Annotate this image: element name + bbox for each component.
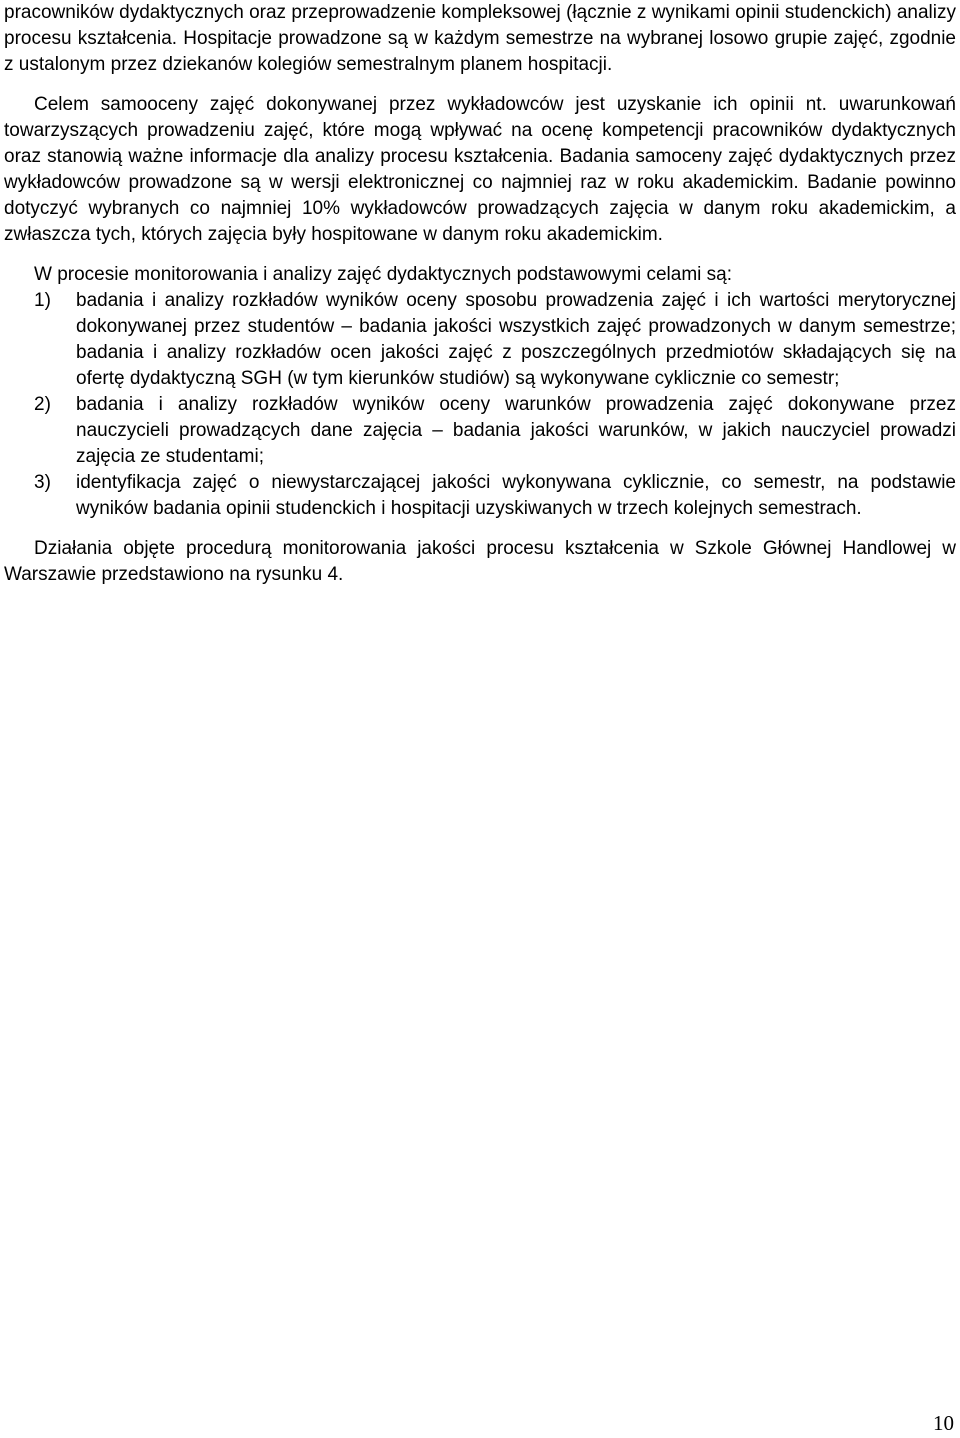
paragraph-monitoring-intro: W procesie monitorowania i analizy zajęć dydaktycznych podstawowymi celami są: [34,264,733,285]
goals-list [4,288,956,522]
list-item [34,392,956,470]
list-item-number: 2) [34,394,51,415]
list-item-number: 3) [34,472,51,493]
list-item-number: 1) [34,290,51,311]
paragraph-closing: Działania objęte procedurą monitorowania jakości procesu kształcenia w Szkole Głównej Handlowej w Warszawie przedstawiono na rysunku 4. [4,538,956,585]
page-number: 10 [933,1411,954,1435]
document-page [4,0,956,588]
list-item-text: badania i analizy rozkładów wyników oceny sposobu prowadzenia zajęć i ich wartości merytorycznej dokonywanej przez studentów – badania jakości wszystkich zajęć prowadzonych w danym semestrze; badania i analizy rozkładów ocen jakości zajęć z poszczególnych przedmiotów składających się na ofertę dydaktyczną SGH (w tym kierunków studiów) są wykonywane cyklicznie co semestr; [76,290,956,389]
list-item [34,470,956,522]
list-item-text: badania i analizy rozkładów wyników oceny warunków prowadzenia zajęć dokonywane przez nauczycieli prowadzących dane zajęcia – badania jakości warunków, w jakich nauczyciel prowadzi zajęcia ze studentami; [76,394,956,467]
paragraph-samoocena: Celem samooceny zajęć dokonywanej przez wykładowców jest uzyskanie ich opinii nt. uwarunkowań towarzyszących prowadzeniu zajęć, które mogą wpływać na ocenę kompetencji pracowników dydaktycznych oraz stanowią ważne informacje dla analizy procesu kształcenia. Badania samoceny zajęć dydaktycznych przez wykładowców prowadzone są w wersji elektronicznej co najmniej raz w roku akademickim. Badanie powinno dotyczyć wybranych co najmniej 10% wykładowców prowadzących zajęcia w danym roku akademickim, a zwłaszcza tych, których zajęcia były hospitowane w danym roku akademickim. [4,94,956,245]
list-item [34,288,956,392]
paragraph-hospitacje: pracowników dydaktycznych oraz przeprowadzenie kompleksowej (łącznie z wynikami opinii studenckich) analizy procesu kształcenia. Hospitacje prowadzone są w każdym semestrze na wybranej losowo grupie zajęć, zgodnie z ustalonym przez dziekanów kolegiów semestralnym planem hospitacji. [4,2,956,75]
list-item-text: identyfikacja zajęć o niewystarczającej jakości wykonywana cyklicznie, co semestr, na podstawie wyników badania opinii studenckich i hospitacji uzyskiwanych w trzech kolejnych semestrach. [76,472,956,519]
